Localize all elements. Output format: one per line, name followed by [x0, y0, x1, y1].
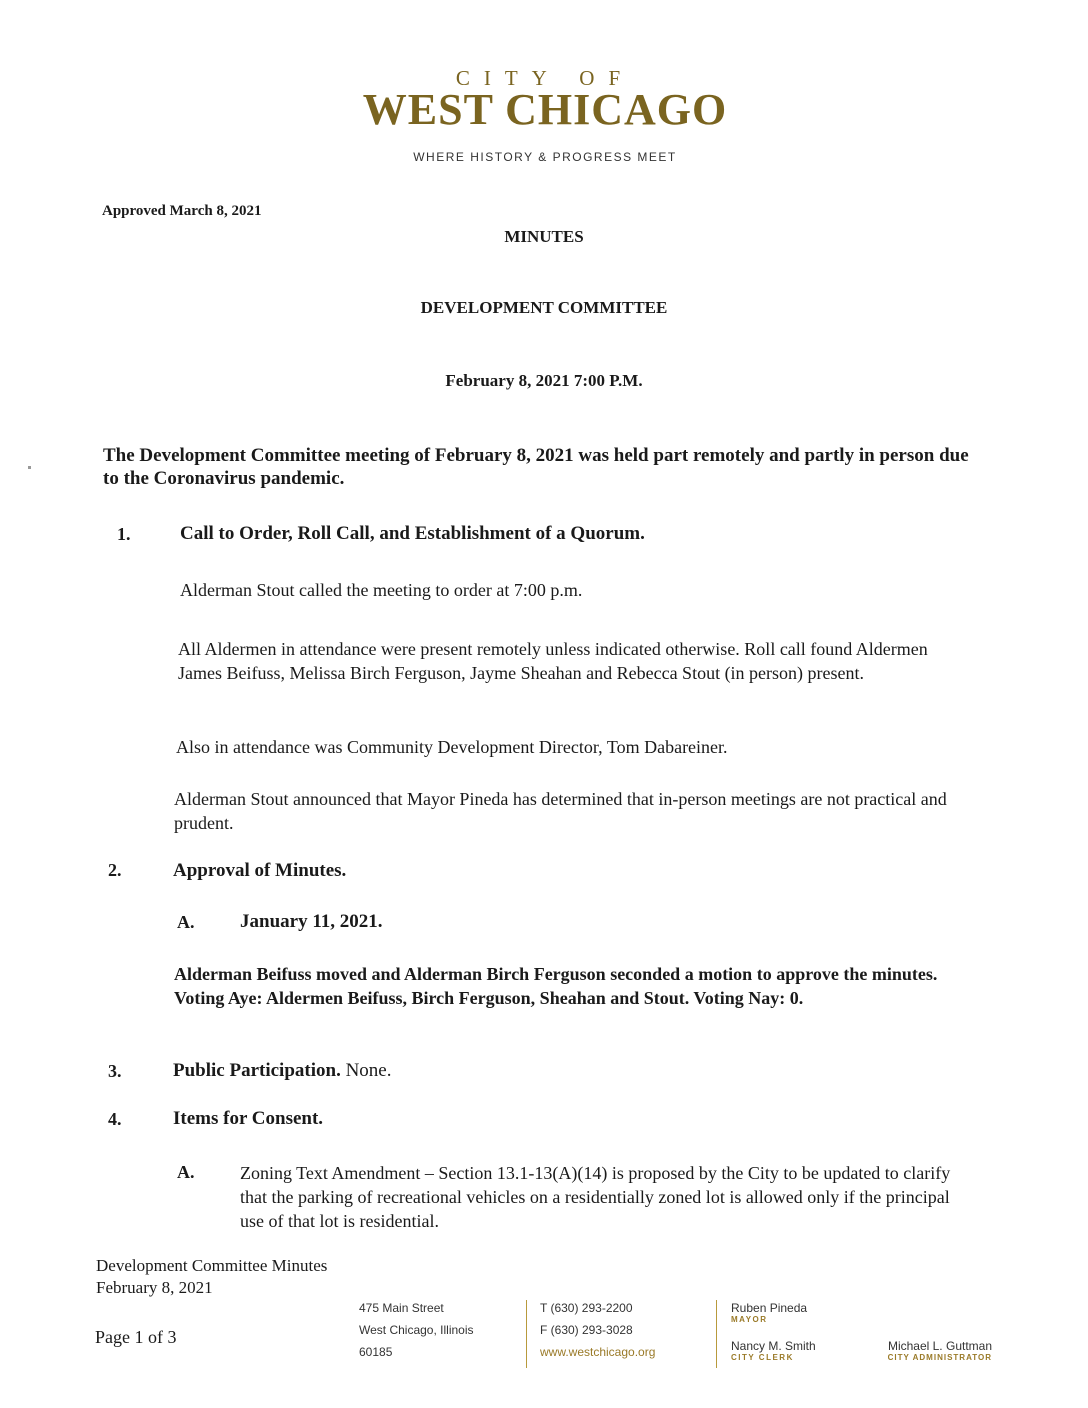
admin-name: Michael L. Guttman — [887, 1339, 992, 1353]
section-1-attendance: Also in attendance was Community Development Director, Tom Dabareiner. — [176, 737, 728, 757]
mayor-name: Ruben Pineda — [731, 1301, 808, 1315]
section-3-line — [173, 1060, 391, 1082]
section-3-number: 3. — [108, 1061, 122, 1081]
section-2-title: Approval of Minutes. — [173, 860, 347, 881]
address-zip: 60185 — [359, 1345, 393, 1359]
footer-doc-date: February 8, 2021 — [96, 1278, 213, 1297]
footer-contact — [540, 1297, 655, 1363]
section-4a-letter: A. — [177, 1162, 195, 1182]
section-1-roll-call: All Aldermen in attendance were present remotely unless indicated otherwise. Roll call found Aldermen James Beifuss, Melissa Birch Ferguson, Jayme Sheahan and Rebecca Stout (in person) present. — [178, 639, 928, 683]
clerk-role: CITY CLERK — [731, 1353, 794, 1362]
section-1-number: 1. — [117, 524, 131, 544]
contact-website[interactable]: www.westchicago.org — [540, 1345, 656, 1359]
section-3-title: Public Participation. — [173, 1060, 341, 1081]
section-4-number: 4. — [108, 1109, 122, 1129]
official-mayor — [731, 1301, 807, 1324]
official-administrator — [876, 1339, 992, 1362]
section-2a-letter: A. — [177, 912, 195, 932]
section-3-text: None. — [345, 1060, 392, 1081]
footer-doc-title: Development Committee Minutes — [96, 1256, 328, 1275]
letterhead-city-name: WEST CHICAGO — [362, 85, 728, 134]
admin-role: CITY ADMINISTRATOR — [887, 1353, 992, 1362]
footer-address — [359, 1297, 474, 1363]
mayor-role: MAYOR — [731, 1315, 768, 1324]
footer-doc-info — [96, 1255, 327, 1299]
section-4-title: Items for Consent. — [173, 1108, 324, 1129]
heading-datetime: February 8, 2021 7:00 P.M. — [445, 371, 643, 390]
address-city: West Chicago, Illinois — [359, 1323, 474, 1337]
letterhead-tagline: WHERE HISTORY & PROGRESS MEET — [413, 150, 677, 164]
section-1-announcement: Alderman Stout announced that Mayor Pineda has determined that in-person meetings are not practical and prudent. — [174, 789, 947, 833]
section-1-title: Call to Order, Roll Call, and Establishment of a Quorum. — [180, 523, 645, 544]
heading-committee: DEVELOPMENT COMMITTEE — [420, 298, 668, 317]
heading-minutes: MINUTES — [504, 227, 584, 246]
section-4a-text: Zoning Text Amendment – Section 13.1-13(A)(14) is proposed by the City to be updated to clarify that the parking of recreational vehicles on a residentially zoned lot is allowed only if the principal use of that lot is residential. — [240, 1163, 951, 1231]
clerk-name: Nancy M. Smith — [731, 1339, 816, 1353]
section-1-call-to-order: Alderman Stout called the meeting to order at 7:00 p.m. — [180, 580, 583, 600]
intro-paragraph: The Development Committee meeting of February 8, 2021 was held part remotely and partly in person due to the Coronavirus pandemic. — [103, 445, 969, 489]
margin-speck — [28, 466, 31, 469]
section-2-motion: Alderman Beifuss moved and Alderman Birch Ferguson seconded a motion to approve the minutes. Voting Aye: Aldermen Beifuss, Birch Ferguson, Sheahan and Stout. Voting Nay: 0. — [174, 964, 938, 1008]
letterhead-city-of: CITY OF — [455, 66, 635, 90]
footer-divider-2 — [716, 1300, 717, 1368]
page-number: Page 1 of 3 — [95, 1327, 177, 1347]
contact-phone: T (630) 293-2200 — [540, 1301, 633, 1315]
section-2-number: 2. — [108, 860, 122, 880]
section-2a-title: January 11, 2021. — [240, 911, 383, 932]
approved-date: Approved March 8, 2021 — [102, 203, 262, 219]
contact-fax: F (630) 293-3028 — [540, 1323, 633, 1337]
footer-divider-1 — [526, 1300, 527, 1368]
official-clerk — [731, 1339, 816, 1362]
address-street: 475 Main Street — [359, 1301, 444, 1315]
